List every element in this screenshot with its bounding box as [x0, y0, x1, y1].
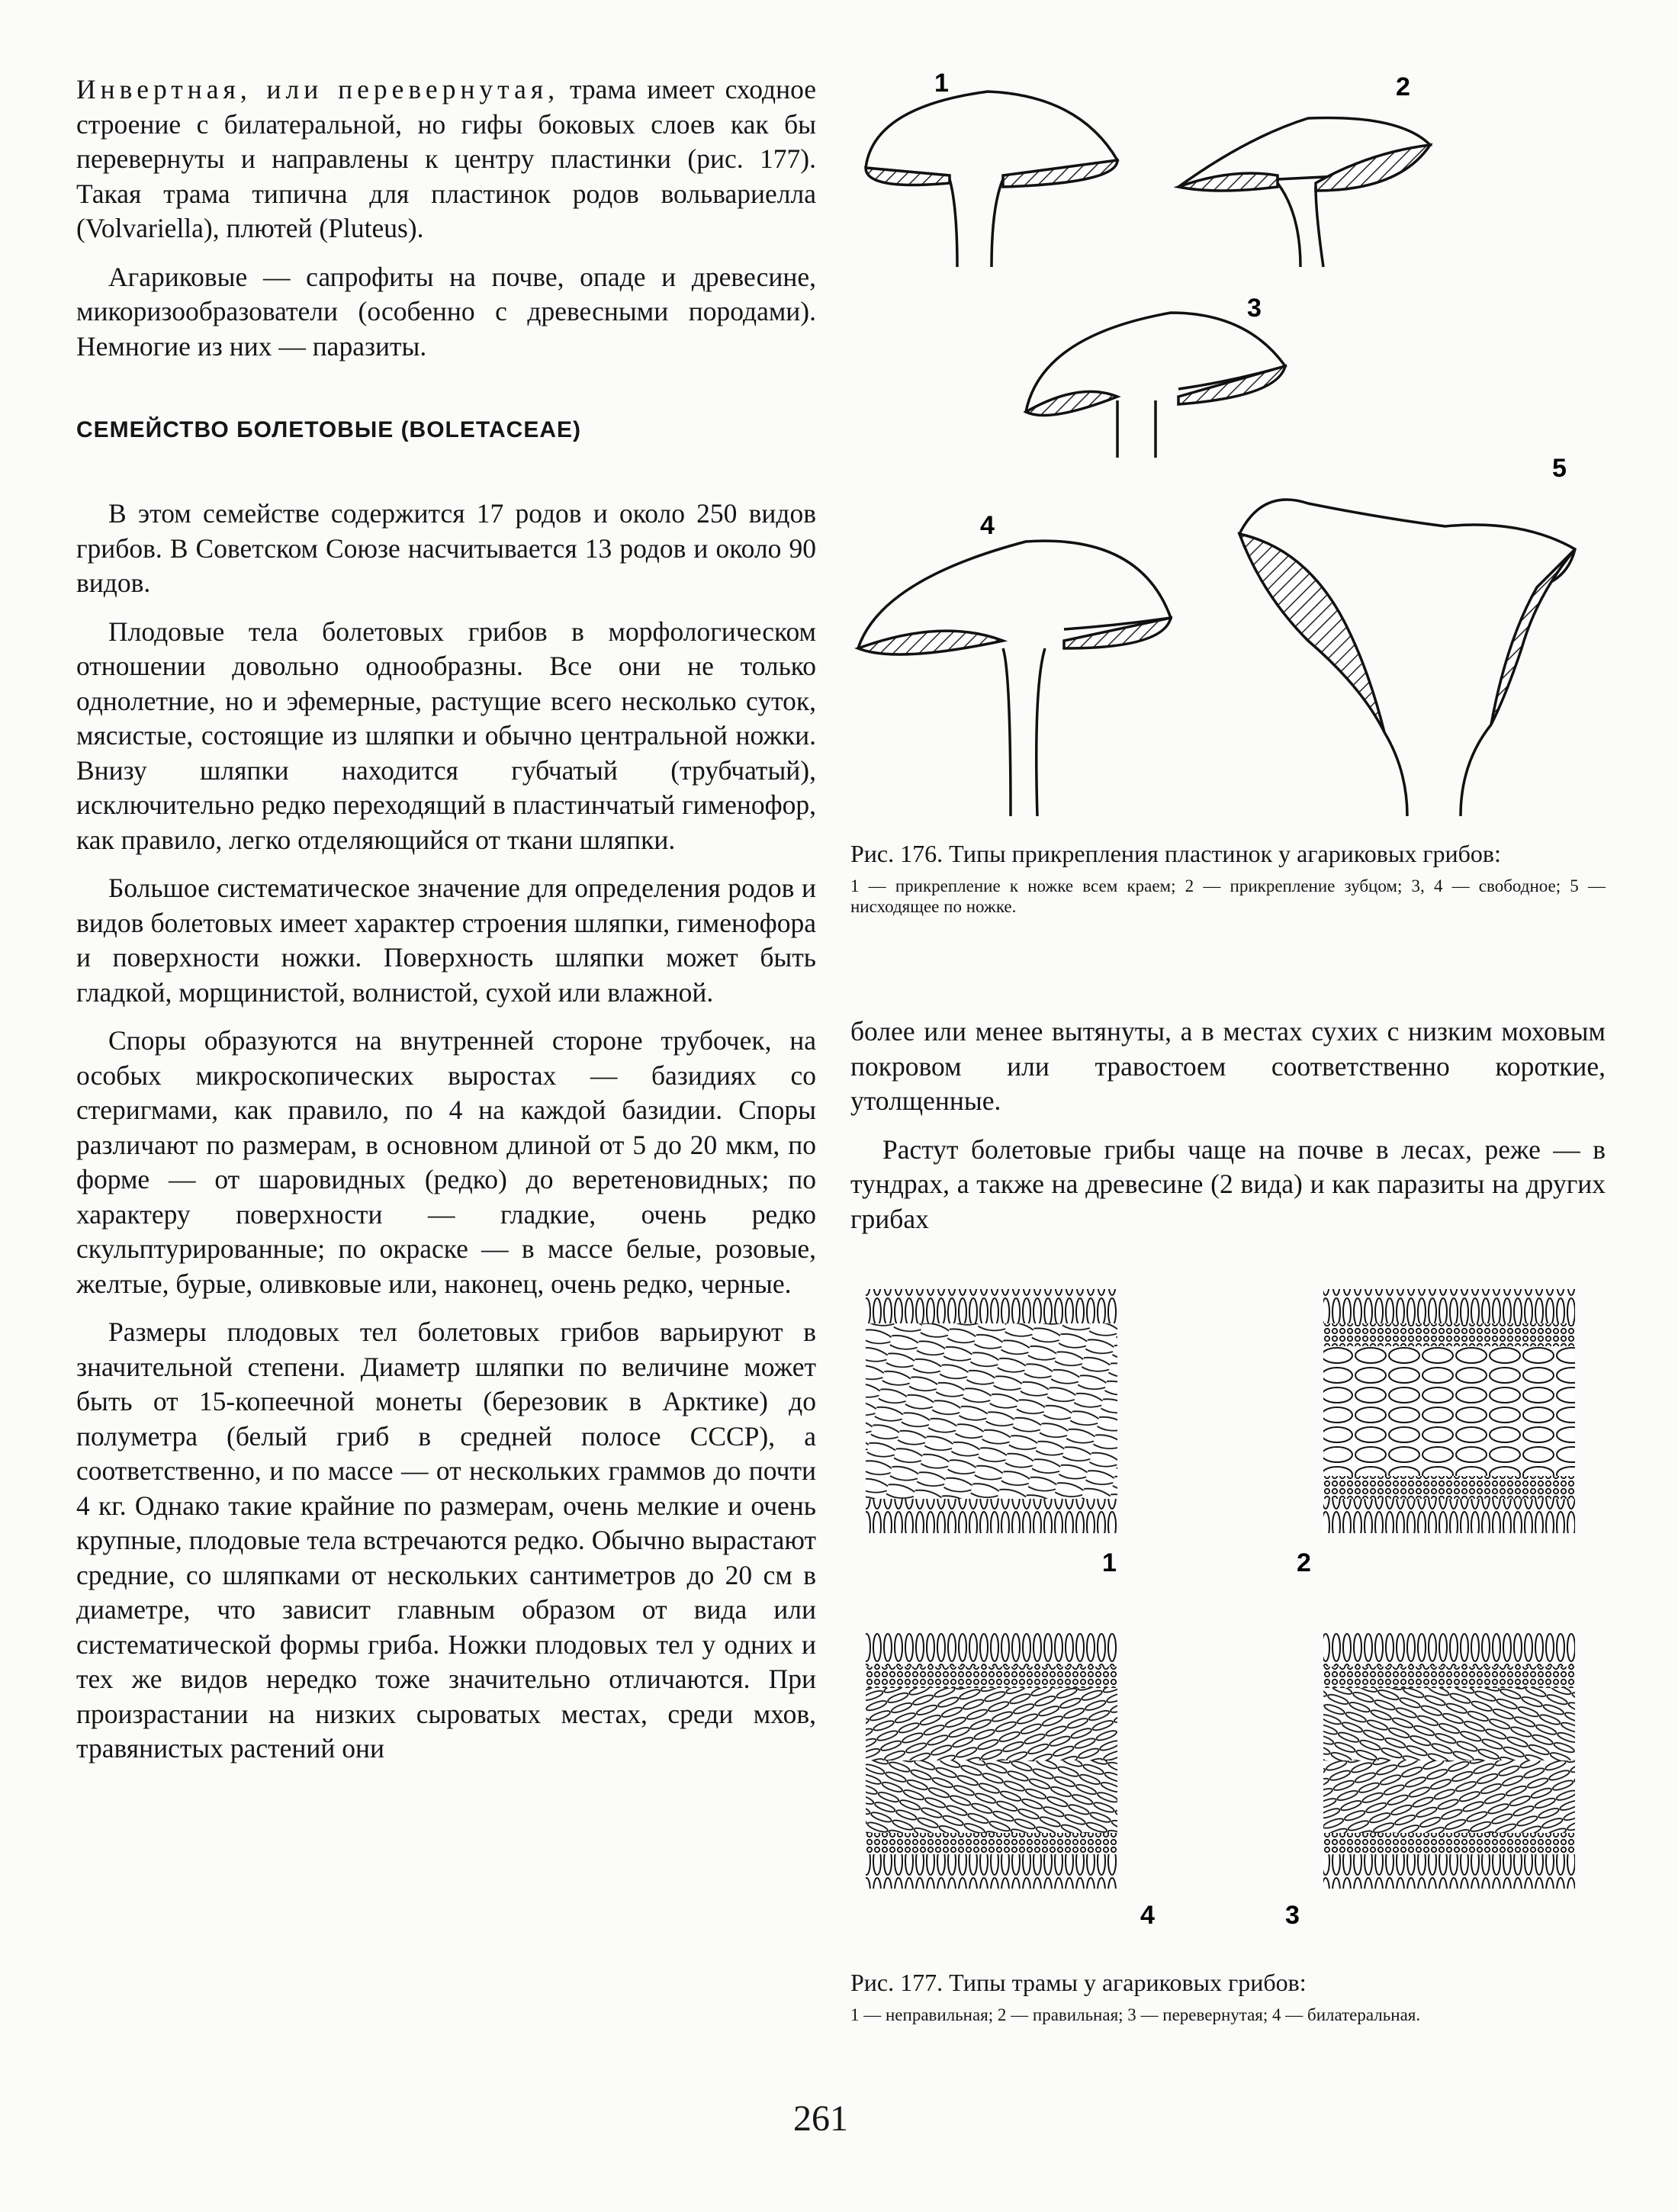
page-number: 261: [793, 2098, 848, 2139]
fig176-label-4: 4: [980, 511, 995, 540]
figure-177: [850, 1266, 1606, 1953]
paragraph-systematics: Большое систематическое значение для определения родов и видов болетовых имеет характер строения шляпки, гименофора и поверхности ножки. Поверхность шляпки может быть гладкой, морщинистой, волнистой, сухой или влажной.: [76, 873, 816, 1008]
left-column: [76, 72, 816, 1780]
paragraph-inverted-trama: Инвертная, или перевернутая, трама имеет сходное строение с билатеральной, но гифы боковых слоев как бы перевернуты и направлены к центру пластинки (рис. 177). Такая трама типична для пластинок родов вольвариелла (Volvariella), плютей (Pluteus).: [76, 74, 817, 243]
paragraph-family-size: В этом семействе содержится 17 родов и около 250 видов грибов. В Советском Союзе насчитывается 13 родов и около 90 видов.: [76, 498, 816, 598]
fig177-label-2: 2: [1297, 1548, 1311, 1577]
figure-177-legend: 1 — неправильная; 2 — правильная; 3 — перевернутая; 4 — билатеральная.: [850, 2005, 1421, 2024]
paragraph-spores: Споры образуются на внутренней стороне трубочек, на особых микроскопических выростах — базидиях со стеригмами, как правило, по 4 на каждой базидии. Споры различают по размерам, в основном длиной от 5 до 20 мкм, по форме — от шаровидных (редко) до веретеновидных; по характеру поверхности — гладкие, очень редко скульптурированные; по окраске — в массе белые, розовые, желтые, бурые, оливковые или, наконец, очень редко, черные.: [76, 1025, 816, 1299]
paragraph-sizes: Размеры плодовых тел болетовых грибов варьируют в значительной степени. Диаметр шляпки по величине может быть от 15-копеечной монеты (березовик в Арктике) до полуметра (белый гриб в средней полосе СССР), а соответственно, и по массе — от нескольких граммов до почти 4 кг. Однако такие крайние по размерам, очень мелкие и очень крупные, плодовые тела встречаются редко. Обычно вырастают средние, со шляпками от нескольких сантиметров до 20 см в диаметре, что зависит главным образом от вида или систематической формы гриба. Ножки плодовых тел у одних и тех же видов нередко тоже значительно отличаются. При произрастании на низких сыроватых местах, среди мхов, травянистых растений они: [76, 1317, 816, 1763]
section-heading: СЕМЕЙСТВО БОЛЕТОВЫЕ (BOLETACEAE): [76, 417, 581, 442]
paragraph-habitat: Растут болетовые грибы чаще на почве в лесах, реже — в тундрах, а также на древесине (2 вида) и как паразиты на других грибах: [850, 1133, 1606, 1234]
figure-176-legend: 1 — прикрепление к ножке всем краем; 2 — прикрепление зубцом; 3, 4 — свободное; 5 — нисходящее по ножке.: [850, 876, 1606, 916]
fig177-label-4: 4: [1140, 1901, 1155, 1930]
fig177-label-3: 3: [1285, 1901, 1300, 1930]
figure-176-title: Рис. 176. Типы прикрепления пластинок у агариковых грибов:: [850, 840, 1501, 867]
fig176-label-1: 1: [934, 69, 949, 98]
figure-177-title: Рис. 177. Типы трамы у агариковых грибов:: [850, 1969, 1307, 1996]
fig176-label-2: 2: [1396, 72, 1410, 101]
fig177-label-1: 1: [1102, 1548, 1117, 1577]
trama-irregular: [866, 1289, 1117, 1533]
fig176-label-5: 5: [1552, 454, 1567, 483]
paragraph-stems: более или менее вытянуты, а в местах сухих с низким моховым покровом или травостоем соответственно короткие, утолщенные.: [850, 1016, 1606, 1116]
figure-176: [850, 61, 1606, 824]
paragraph-fruit-bodies: Плодовые тела болетовых грибов в морфологическом отношении довольно однообразны. Все они не только однолетние, но и эфемерные, растущие всего несколько суток, мясистые, состоящие из шляпки и обычно центральной ножки. Внизу шляпки находится губчатый (трубчатый), исключительно редко переходящий в пластинчатый гименофор, как правило, легко отделяющийся от ткани шляпки.: [76, 616, 816, 855]
right-column: [850, 0, 1606, 2212]
figure-176-caption: [850, 839, 1606, 917]
term-inverted: Инвертная, или перевернутая,: [76, 74, 560, 104]
trama-bilateral: [866, 1632, 1117, 1889]
fig176-label-3: 3: [1247, 294, 1262, 323]
trama-regular: [1323, 1289, 1575, 1533]
right-text: [850, 1014, 1606, 1250]
figure-177-caption: [850, 1968, 1606, 2025]
trama-inverted: [1323, 1632, 1575, 1889]
paragraph-agaricales-ecology: Агариковые — сапрофиты на почве, опаде и древесине, микоризообразователи (особенно с древесными породами). Немногие из них — паразиты.: [76, 261, 816, 362]
